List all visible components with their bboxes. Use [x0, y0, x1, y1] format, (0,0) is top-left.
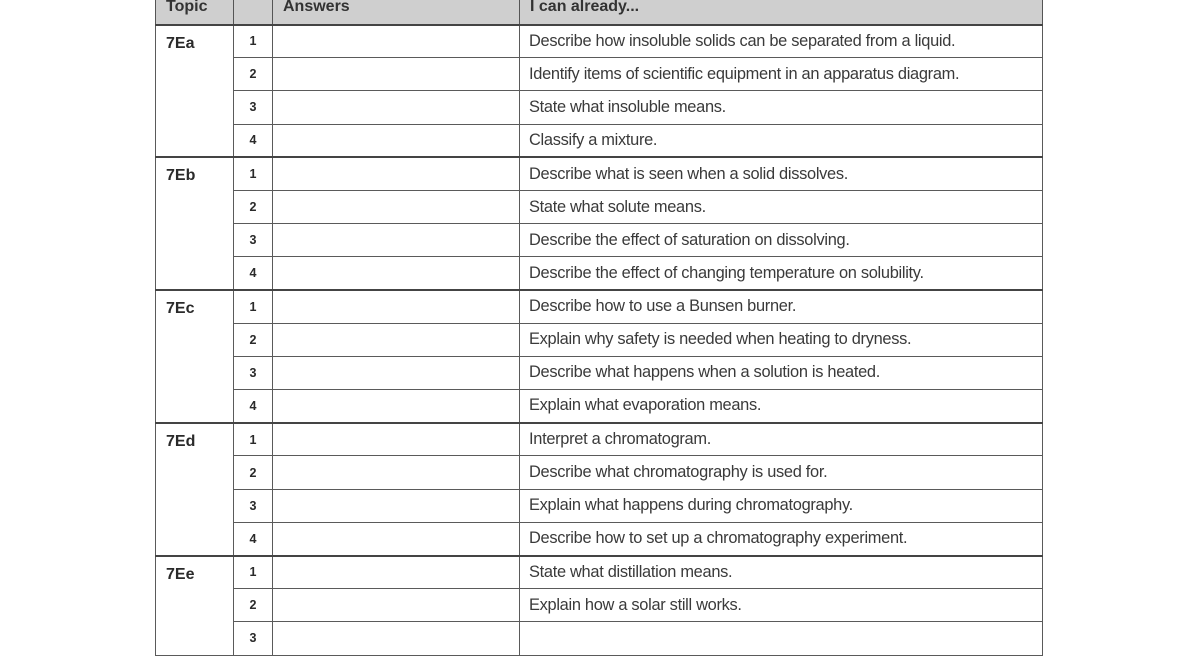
- answer-cell[interactable]: [273, 124, 520, 157]
- row-number: 1: [234, 423, 273, 456]
- statement-cell: State what insoluble means.: [520, 91, 1043, 124]
- table-row: [156, 589, 1043, 622]
- header-number: [234, 0, 273, 25]
- statement-cell: Describe what chromatography is used for.: [520, 456, 1043, 489]
- row-number: 1: [234, 290, 273, 323]
- table-row: [156, 58, 1043, 91]
- answer-cell[interactable]: [273, 190, 520, 223]
- table-row: [156, 423, 1043, 456]
- table-row: [156, 556, 1043, 589]
- statement-cell: Explain how a solar still works.: [520, 589, 1043, 622]
- table-row: [156, 356, 1043, 389]
- table-row: [156, 91, 1043, 124]
- answer-cell[interactable]: [273, 589, 520, 622]
- answer-cell[interactable]: [273, 489, 520, 522]
- answer-cell[interactable]: [273, 522, 520, 555]
- answer-cell[interactable]: [273, 157, 520, 190]
- header-topic: Topic: [156, 0, 234, 25]
- topic-cell: 7Ec: [156, 290, 234, 423]
- table-row: [156, 390, 1043, 423]
- statement-cell: Interpret a chromatogram.: [520, 423, 1043, 456]
- statement-cell: Describe how to set up a chromatography experiment.: [520, 522, 1043, 555]
- row-number: 2: [234, 323, 273, 356]
- table-row: [156, 25, 1043, 58]
- table-row: [156, 124, 1043, 157]
- checklist-table: [155, 0, 1043, 656]
- statement-cell: Describe what is seen when a solid dissolves.: [520, 157, 1043, 190]
- statement-cell: Identify items of scientific equipment in an apparatus diagram.: [520, 58, 1043, 91]
- header-answers: Answers: [273, 0, 520, 25]
- table-row: [156, 157, 1043, 190]
- answer-cell[interactable]: [273, 456, 520, 489]
- header-can-already: I can already...: [520, 0, 1043, 25]
- statement-cell: Describe how insoluble solids can be separated from a liquid.: [520, 25, 1043, 58]
- answer-cell[interactable]: [273, 257, 520, 290]
- answer-cell[interactable]: [273, 58, 520, 91]
- table-row: [156, 257, 1043, 290]
- statement-cell: Explain why safety is needed when heating to dryness.: [520, 323, 1043, 356]
- row-number: 3: [234, 224, 273, 257]
- row-number: 1: [234, 25, 273, 58]
- answer-cell[interactable]: [273, 224, 520, 257]
- row-number: 3: [234, 489, 273, 522]
- answer-cell[interactable]: [273, 290, 520, 323]
- answer-cell[interactable]: [273, 390, 520, 423]
- row-number: 3: [234, 622, 273, 655]
- statement-cell: State what distillation means.: [520, 556, 1043, 589]
- table-row: [156, 190, 1043, 223]
- row-number: 3: [234, 356, 273, 389]
- row-number: 4: [234, 257, 273, 290]
- row-number: 2: [234, 190, 273, 223]
- table-row: [156, 224, 1043, 257]
- row-number: 1: [234, 157, 273, 190]
- statement-cell: Explain what evaporation means.: [520, 390, 1043, 423]
- statement-cell: Describe the effect of changing temperature on solubility.: [520, 257, 1043, 290]
- table-row: [156, 323, 1043, 356]
- answer-cell[interactable]: [273, 25, 520, 58]
- header-row: [156, 0, 1043, 25]
- statement-cell: Classify a mixture.: [520, 124, 1043, 157]
- row-number: 1: [234, 556, 273, 589]
- table-row: [156, 622, 1043, 655]
- statement-cell: [520, 622, 1043, 655]
- statement-cell: State what solute means.: [520, 190, 1043, 223]
- topic-cell: 7Ed: [156, 423, 234, 556]
- topic-cell: 7Eb: [156, 157, 234, 290]
- table-row: [156, 522, 1043, 555]
- table-row: [156, 489, 1043, 522]
- table-row: [156, 456, 1043, 489]
- table-body: [156, 25, 1043, 656]
- statement-cell: Describe how to use a Bunsen burner.: [520, 290, 1043, 323]
- statement-cell: Describe the effect of saturation on dissolving.: [520, 224, 1043, 257]
- answer-cell[interactable]: [273, 356, 520, 389]
- statement-cell: Explain what happens during chromatography.: [520, 489, 1043, 522]
- row-number: 2: [234, 589, 273, 622]
- answer-cell[interactable]: [273, 91, 520, 124]
- answer-cell[interactable]: [273, 423, 520, 456]
- row-number: 2: [234, 456, 273, 489]
- row-number: 4: [234, 124, 273, 157]
- statement-cell: Describe what happens when a solution is heated.: [520, 356, 1043, 389]
- answer-cell[interactable]: [273, 556, 520, 589]
- answer-cell[interactable]: [273, 323, 520, 356]
- answer-cell[interactable]: [273, 622, 520, 655]
- topic-cell: 7Ea: [156, 25, 234, 158]
- row-number: 4: [234, 390, 273, 423]
- topic-cell: 7Ee: [156, 556, 234, 656]
- row-number: 4: [234, 522, 273, 555]
- row-number: 2: [234, 58, 273, 91]
- table-row: [156, 290, 1043, 323]
- row-number: 3: [234, 91, 273, 124]
